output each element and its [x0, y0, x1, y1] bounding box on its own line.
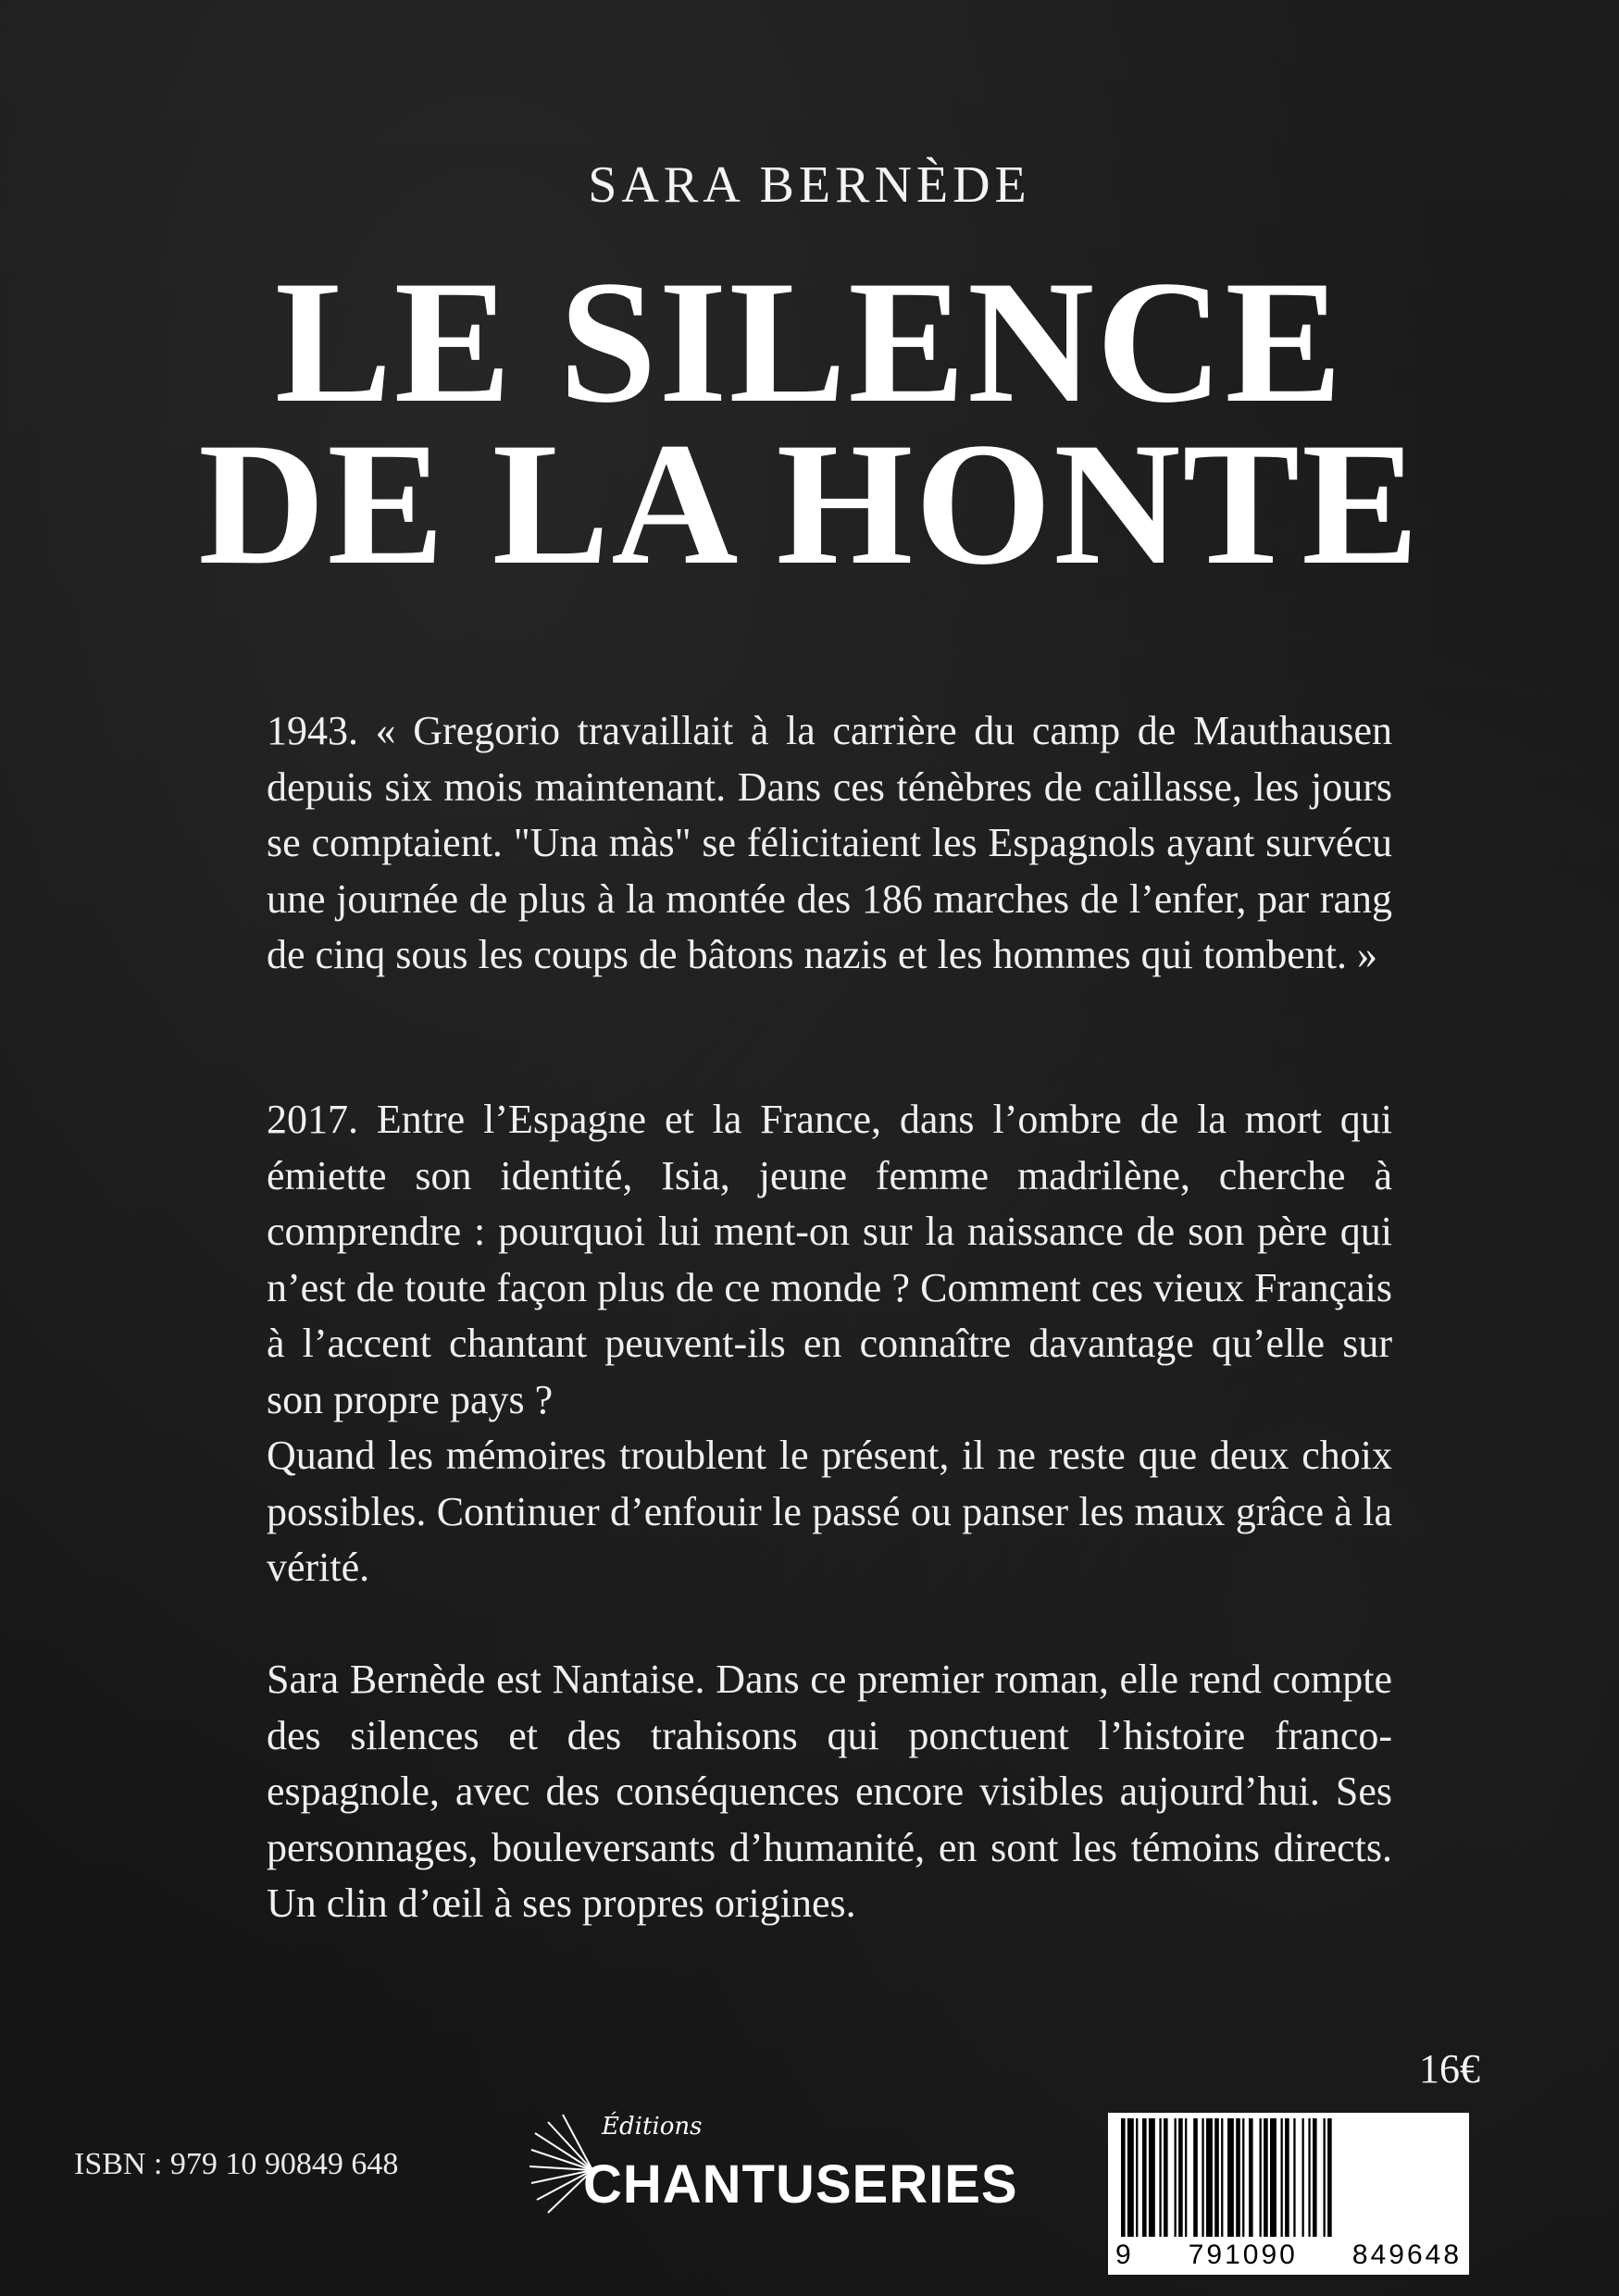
blurb-paragraph-1: 1943. « Gregorio travaillait à la carrière du camp de Mauthausen depuis six mois maintenant. Dans ces ténèbres de caillasse, les jours se comptaient. "Una màs" se félicitaient les Espagnols ayant survécu une journée de plus à la montée des 186 marches de l’enfer, par rang de cinq sous les coups de bâtons nazis et les hommes qui tombent. » [267, 708, 1392, 977]
barcode-bar [1127, 2118, 1134, 2237]
barcode-bar [1270, 2118, 1277, 2237]
barcode-bar [1227, 2118, 1234, 2237]
author-bio [267, 1652, 1392, 1932]
barcode-bar [1202, 2118, 1203, 2237]
barcode-bar [1281, 2118, 1283, 2237]
publisher-name: CHANTUSERIES [583, 2154, 1018, 2215]
blurb-paragraph-2: 2017. Entre l’Espagne et la France, dans l’ombre de la mort qui émiette son identité, Isia, jeune femme madrilène, cherche à comprendre : pourquoi lui ment-on sur la naissance de son père qui n’est de toute façon plus de ce monde ? Comment ces vieux Français à l’accent chantant peuvent-ils en connaître davantage qu’elle sur son propre pays ? [267, 1097, 1392, 1422]
blurb-synopsis [267, 1092, 1392, 1596]
barcode-bar [1260, 2118, 1262, 2237]
barcode-bar [1164, 2118, 1168, 2237]
publisher-script: Éditions [602, 2113, 703, 2141]
barcode-bar [1136, 2118, 1138, 2237]
barcode-bar [1178, 2118, 1183, 2237]
barcode-digit-group-1: 791090 [1188, 2240, 1298, 2270]
barcode-bar [1214, 2118, 1219, 2237]
barcode-digit-prefix: 9 [1115, 2240, 1134, 2270]
barcode-bar [1302, 2118, 1304, 2237]
barcode-bar [1142, 2118, 1147, 2237]
book-title-line-2: DE LA HONTE [198, 407, 1421, 602]
barcode-bar [1324, 2118, 1326, 2237]
barcode-bar [1175, 2118, 1177, 2237]
barcode-bar [1221, 2118, 1223, 2237]
author-name: SARA BERNÈDE [588, 156, 1031, 214]
barcode-bar [1313, 2118, 1317, 2237]
barcode-digits [1115, 2240, 1462, 2271]
barcode-bar [1264, 2118, 1268, 2237]
book-title-line-1: LE SILENCE [274, 245, 1345, 440]
barcode-bar [1159, 2118, 1161, 2237]
barcode [1108, 2113, 1469, 2275]
barcode-bar [1285, 2118, 1289, 2237]
blurb-paragraph-4: Sara Bernède est Nantaise. Dans ce premier roman, elle rend compte des silences et des trahisons qui ponctuent l’histoire franco-espagnole, avec des conséquences encore visibles aujourd’hui. Ses personnages, bouleversants d’humanité, en sont les témoins directs. Un clin d’œil à ses propres origines. [267, 1657, 1392, 1926]
barcode-bar [1308, 2118, 1310, 2237]
barcode-digit-group-2: 849648 [1351, 2240, 1462, 2270]
barcode-bar [1293, 2118, 1295, 2237]
barcode-bars [1108, 2113, 1469, 2242]
barcode-bar [1327, 2118, 1332, 2237]
barcode-bar [1149, 2118, 1155, 2237]
price: 16€ [1419, 2046, 1480, 2091]
barcode-bar [1249, 2118, 1253, 2237]
blurb-paragraph-3: Quand les mémoires troublent le présent, il ne reste que deux choix possibles. Continuer d’enfouir le passé ou panser les maux grâce à la vérité. [267, 1433, 1392, 1590]
barcode-bar [1185, 2118, 1187, 2237]
barcode-bar [1206, 2118, 1213, 2237]
barcode-bar [1236, 2118, 1240, 2237]
barcode-bar [1121, 2118, 1126, 2237]
publisher-logo [528, 2105, 1018, 2226]
barcode-bar [1193, 2118, 1198, 2237]
blurb-excerpt [267, 703, 1392, 984]
barcode-bar [1242, 2118, 1244, 2237]
isbn: ISBN : 979 10 90849 648 [74, 2147, 399, 2181]
